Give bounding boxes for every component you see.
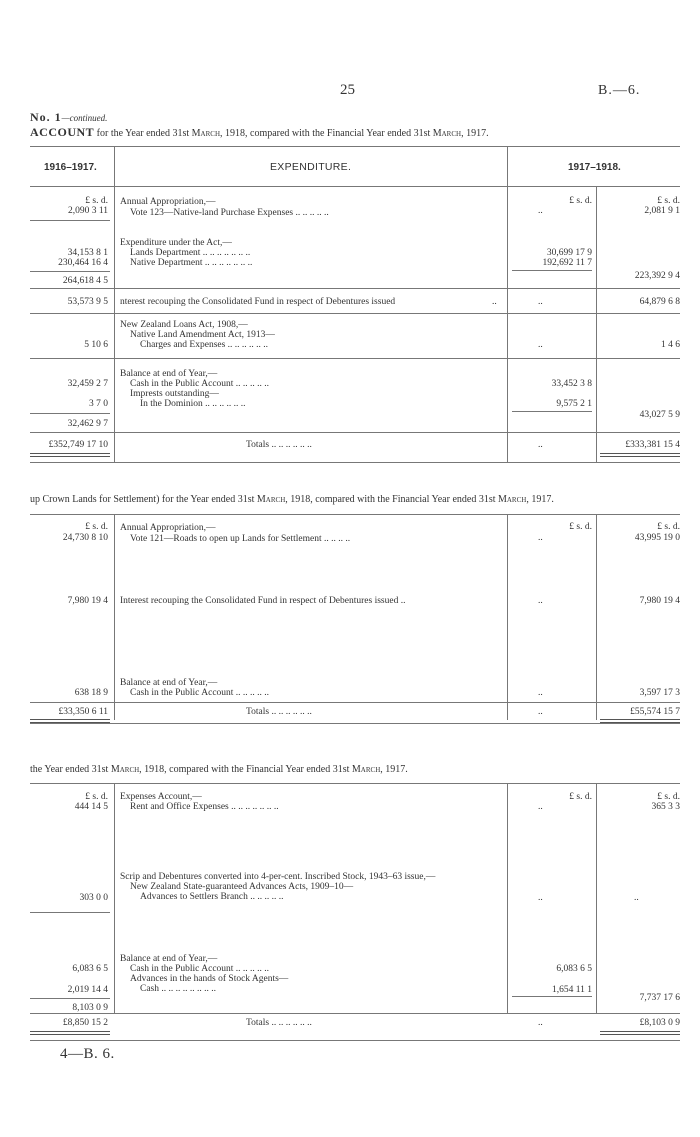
amount-cell: 1,654 11 1 xyxy=(551,985,592,995)
row-label: Annual Appropriation,— xyxy=(120,197,216,207)
row-label: Cash in the Public Account .. .. .. .. .. xyxy=(130,688,270,698)
unit-header: £ s. d. xyxy=(569,196,592,206)
page-number: 25 xyxy=(340,82,355,98)
rule xyxy=(30,313,680,314)
double-rule xyxy=(600,1031,680,1035)
row-label: Vote 121—Roads to open up Lands for Settlement .. .. .. .. xyxy=(130,534,351,544)
totals-label: Totals .. .. .. .. .. .. xyxy=(246,440,312,450)
row-label: Balance at end of Year,— xyxy=(120,678,218,688)
heading-month-2: March xyxy=(432,128,462,139)
unit-header: £ s. d. xyxy=(569,522,592,532)
amount-cell: .. xyxy=(538,596,543,606)
amount-cell: 3,597 17 3 xyxy=(639,688,680,698)
column-rule xyxy=(596,783,597,1013)
amount-cell: .. xyxy=(538,688,543,698)
column-rule xyxy=(507,514,508,720)
row-label: nterest recouping the Consolidated Fund in respect of Debentures issued xyxy=(120,297,396,307)
amount-cell: 5 10 6 xyxy=(84,340,108,350)
column-rule xyxy=(507,783,508,1013)
row-label: Advances to Settlers Branch .. .. .. .. .. xyxy=(140,892,284,902)
rule xyxy=(30,912,110,913)
account-word: ACCOUNT xyxy=(30,125,95,139)
rule xyxy=(30,723,680,724)
amount-cell: .. xyxy=(538,1018,543,1028)
row-label: Charges and Expenses .. .. .. .. .. .. xyxy=(140,340,269,350)
row-label: Balance at end of Year,— xyxy=(120,954,218,964)
row-label: Native Land Amendment Act, 1913— xyxy=(130,330,275,340)
rule xyxy=(30,271,110,272)
row-label: Cash in the Public Account .. .. .. .. .. xyxy=(130,379,270,389)
unit-header: £ s. d. xyxy=(85,792,108,802)
amount-cell: 444 14 5 xyxy=(74,802,108,812)
total-cell: £55,574 15 7 xyxy=(630,707,680,717)
heading-text-2: , 1918, compared with the Financial Year ended 31st xyxy=(285,494,498,505)
column-rule xyxy=(114,783,115,1013)
heading-text-1: for the Year ended 31st xyxy=(94,128,192,139)
double-rule xyxy=(30,1031,110,1035)
total-cell: £8,850 15 2 xyxy=(62,1018,108,1028)
row-label: Annual Appropriation,— xyxy=(120,523,216,533)
amount-cell: 6,083 6 5 xyxy=(556,964,592,974)
row-label: Advances in the hands of Stock Agents— xyxy=(130,974,289,984)
heading-text-3: , 1917. xyxy=(380,764,408,775)
unit-header: £ s. d. xyxy=(85,196,108,206)
amount-cell: 32,459 2 7 xyxy=(67,379,108,389)
amount-cell: 32,462 9 7 xyxy=(67,419,108,429)
unit-header: £ s. d. xyxy=(657,792,680,802)
col-header-1917-1918: 1917–1918. xyxy=(568,162,621,173)
rule xyxy=(30,462,680,463)
amount-cell: 24,730 8 10 xyxy=(62,533,108,543)
row-label: Scrip and Debentures converted into 4-per-cent. Inscribed Stock, 1943–63 issue,— xyxy=(120,872,436,882)
heading-text-3: , 1917. xyxy=(526,494,554,505)
amount-cell: 230,464 16 4 xyxy=(58,258,108,268)
unit-header: £ s. d. xyxy=(569,792,592,802)
rule xyxy=(30,998,110,999)
row-label: Lands Department .. .. .. .. .. .. .. xyxy=(130,248,251,258)
amount-cell: 303 0 0 xyxy=(79,893,108,903)
total-cell: £33,350 6 11 xyxy=(58,707,108,717)
amount-cell: .. xyxy=(538,893,543,903)
account-heading xyxy=(30,125,489,140)
totals-label: Totals .. .. .. .. .. .. xyxy=(246,1018,312,1028)
rule xyxy=(30,358,680,359)
row-label: In the Dominion .. .. .. .. .. .. xyxy=(140,399,246,409)
rule xyxy=(512,270,592,271)
table3-heading xyxy=(30,764,408,775)
table2-heading xyxy=(30,494,554,505)
row-label: Expenditure under the Act,— xyxy=(120,238,232,248)
amount-cell: 192,692 11 7 xyxy=(542,258,592,268)
section-continued: —continued. xyxy=(61,113,108,123)
amount-cell: 64,879 6 8 xyxy=(639,297,680,307)
heading-text-2: , 1918, compared with the Financial Year ended 31st xyxy=(139,764,352,775)
unit-header: £ s. d. xyxy=(657,196,680,206)
amount-cell: 7,737 17 6 xyxy=(639,993,680,1003)
rule xyxy=(512,996,592,997)
rule xyxy=(30,1040,680,1041)
heading-month-2: March xyxy=(351,764,381,775)
amount-cell: 34,153 8 1 xyxy=(67,248,108,258)
heading-month-1: March xyxy=(256,494,286,505)
row-label: Cash in the Public Account .. .. .. .. .. xyxy=(130,964,270,974)
heading-text-3: , 1917. xyxy=(461,128,489,139)
amount-cell: 43,027 5 9 xyxy=(639,410,680,420)
section-number xyxy=(30,110,107,125)
amount-cell: 30,699 17 9 xyxy=(546,248,592,258)
amount-cell: 638 18 9 xyxy=(74,688,108,698)
amount-cell: .. xyxy=(538,297,543,307)
heading-month-1: March xyxy=(191,128,220,139)
row-label: Native Department .. .. .. .. .. .. .. xyxy=(130,258,253,268)
amount-cell: .. xyxy=(538,340,543,350)
amount-cell: 365 3 3 xyxy=(651,802,680,812)
leader-dots: .. xyxy=(492,297,497,307)
row-label: Balance at end of Year,— xyxy=(120,369,218,379)
amount-cell: 7,980 19 4 xyxy=(67,596,108,606)
unit-header: £ s. d. xyxy=(85,522,108,532)
row-label: New Zealand Loans Act, 1908,— xyxy=(120,320,248,330)
document-reference: B.—6. xyxy=(598,83,641,98)
amount-cell: 1 4 6 xyxy=(661,340,680,350)
rule xyxy=(30,146,680,147)
heading-text-2: , 1918, compared with the Financial Year ended 31st xyxy=(220,128,433,139)
amount-cell: 33,452 3 8 xyxy=(551,379,592,389)
amount-cell: 43,995 19 0 xyxy=(634,533,680,543)
total-cell: £8,103 0 9 xyxy=(639,1018,680,1028)
rule xyxy=(30,186,680,187)
row-label: Rent and Office Expenses .. .. .. .. .. .. .. xyxy=(130,802,279,812)
double-rule xyxy=(600,453,680,457)
column-rule xyxy=(596,186,597,463)
row-label: Vote 123—Native-land Purchase Expenses .. .. .. .. .. xyxy=(130,208,329,218)
amount-cell: 2,019 14 4 xyxy=(67,985,108,995)
column-rule xyxy=(114,514,115,720)
column-rule xyxy=(596,514,597,720)
heading-text-1: the Year ended 31st xyxy=(30,764,111,775)
totals-label: Totals .. .. .. .. .. .. xyxy=(246,707,312,717)
rule xyxy=(30,432,680,433)
amount-cell: .. xyxy=(538,802,543,812)
amount-cell: 8,103 0 9 xyxy=(72,1003,108,1013)
row-label: New Zealand State-guaranteed Advances Acts, 1909–10— xyxy=(130,882,354,892)
row-label: Cash .. .. .. .. .. .. .. .. xyxy=(140,984,216,994)
footer-signature: 4—B. 6. xyxy=(60,1046,115,1062)
amount-cell: .. xyxy=(538,206,543,216)
heading-month-1: March xyxy=(110,764,140,775)
amount-cell: 264,618 4 5 xyxy=(62,276,108,286)
amount-cell: 3 7 0 xyxy=(89,399,108,409)
total-cell: £352,749 17 10 xyxy=(48,440,108,450)
section-label: No. 1 xyxy=(30,110,62,124)
rule xyxy=(30,413,110,414)
rule xyxy=(512,411,592,412)
rule xyxy=(30,514,680,515)
amount-cell: 7,980 19 4 xyxy=(639,596,680,606)
amount-cell: .. xyxy=(538,533,543,543)
amount-cell: 6,083 6 5 xyxy=(72,964,108,974)
amount-cell: .. xyxy=(538,440,543,450)
rule xyxy=(30,1013,680,1014)
amount-cell: 2,081 9 1 xyxy=(644,206,680,216)
rule xyxy=(30,220,110,221)
rule xyxy=(30,288,680,289)
row-label: Interest recouping the Consolidated Fund in respect of Debentures issued .. xyxy=(120,596,406,606)
heading-month-2: March xyxy=(497,494,527,505)
row-label: Expenses Account,— xyxy=(120,792,202,802)
col-header-1916-1917: 1916–1917. xyxy=(44,162,97,173)
amount-cell: 9,575 2 1 xyxy=(556,399,592,409)
column-rule xyxy=(114,146,115,463)
col-header-expenditure: EXPENDITURE. xyxy=(270,161,352,173)
rule xyxy=(30,783,680,784)
amount-cell: 53,573 9 5 xyxy=(67,297,108,307)
total-cell: £333,381 15 4 xyxy=(625,440,680,450)
column-rule xyxy=(507,146,508,463)
double-rule xyxy=(30,453,110,457)
amount-cell: .. xyxy=(634,893,639,903)
rule xyxy=(30,702,680,703)
heading-text-1: up Crown Lands for Settlement) for the Year ended 31st xyxy=(30,494,257,505)
amount-cell: 2,090 3 11 xyxy=(67,206,108,216)
amount-cell: 223,392 9 4 xyxy=(634,271,680,281)
row-label: Imprests outstanding— xyxy=(130,389,219,399)
amount-cell: .. xyxy=(538,707,543,717)
unit-header: £ s. d. xyxy=(657,522,680,532)
